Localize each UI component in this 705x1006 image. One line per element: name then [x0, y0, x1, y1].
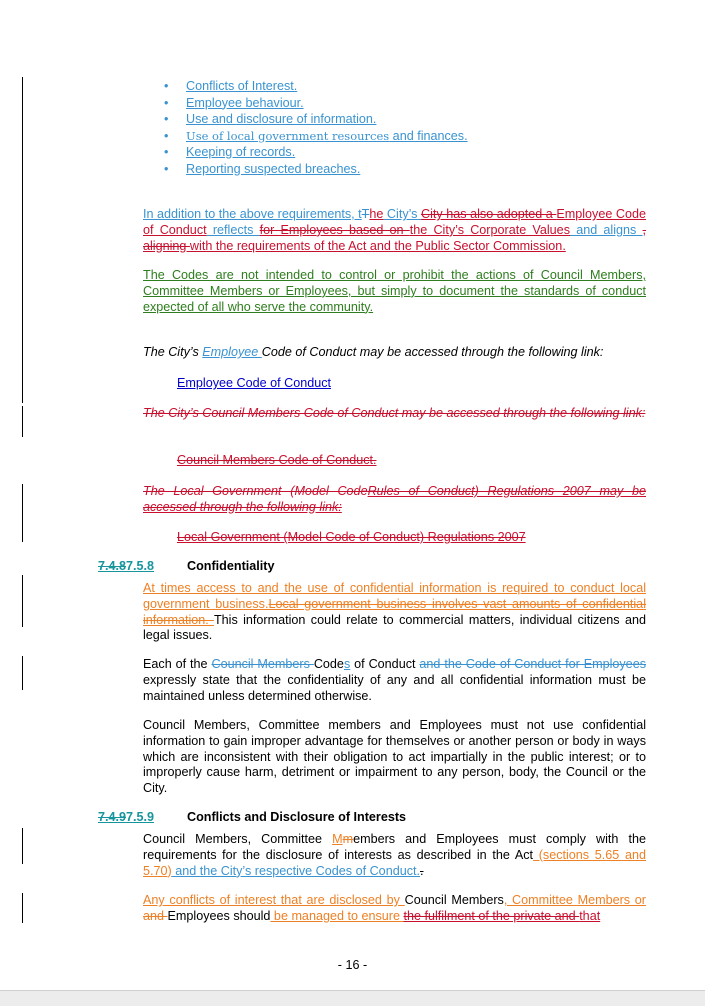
page-number: - 16 -	[337, 958, 368, 972]
section-heading-conflicts: 7.4.97.5.9 Conflicts and Disclosure of Interests	[98, 810, 407, 824]
bullet-icon: •	[164, 128, 169, 143]
paragraph-confidential-info: At times access to and the use of confidential information is required to conduct local government business.Local government business involves vast amounts of confidential information. This information could relate to commercial matters, individual citizens and legal issues.	[143, 581, 646, 643]
list-item: • Keeping of records.	[164, 145, 296, 159]
bullet-icon: •	[164, 95, 169, 110]
paragraph-regulations: The Local Government (Model CodeRules of Conduct) Regulations 2007 may be accessed through the following link:	[143, 484, 647, 514]
employee-code-link[interactable]: Employee Code of Conduct	[177, 376, 332, 390]
regulations-link[interactable]: Local Government (Model Code of Conduct) Regulations 2007	[177, 530, 526, 544]
paragraph-improper-use: Council Members, Committee members and Employees must not use confidential information to gain improper advantage for themselves or another person or body in ways which are inconsistent with their obligation to act impartially in the public interest; or to improperly cause harm, detriment or impairment to any person, body, the Council or the City.	[143, 718, 646, 796]
paragraph-conflicts-managed: Any conflicts of interest that are disclosed by Council Members, Committee Members or and Employees should be managed to ensure the fulfilment of the private and that	[143, 893, 647, 923]
page-bottom-edge	[0, 990, 705, 1006]
change-bar	[22, 484, 23, 542]
bullet-icon: •	[164, 145, 169, 159]
bullet-icon: •	[164, 161, 169, 176]
change-bar	[22, 828, 23, 864]
section-number: 7.4.97.5.9	[98, 810, 155, 824]
bullet-icon: •	[164, 79, 169, 93]
paragraph-disclosure: Council Members, Committee Mmembers and Employees must comply with the requirements for the disclosure of interests as described in the Act (sections 5.65 and 5.70) and the City’s respective Codes of Conduct..	[143, 832, 646, 878]
paragraph-codes-confidentiality: Each of the Council Members Codes of Conduct and the Code of Conduct for Employees expressly state that the confidentiality of any and all confidential information must be maintained unless determined otherwise.	[143, 657, 646, 703]
paragraph-codes: The Codes are not intended to control or prohibit the actions of Council Members, Committee Members or Employees, but simply to document the standards of conduct expected of all who serve the community.	[143, 268, 646, 314]
paragraph-employee-code: The City’s Employee Code of Conduct may be accessed through the following link:	[143, 345, 604, 359]
change-bar	[22, 575, 23, 627]
change-bar	[22, 893, 23, 923]
change-bar	[22, 77, 23, 403]
bullet-list	[164, 79, 468, 178]
bullet-icon: •	[164, 112, 169, 126]
list-item: • Conflicts of Interest.	[164, 79, 298, 93]
list-item: • Reporting suspected breaches.	[164, 161, 361, 176]
change-bar	[22, 406, 23, 437]
council-code-line: Council Members Code of Conduct.	[177, 453, 377, 467]
list-item: • Use of local government resources and finances.	[164, 128, 468, 143]
list-item: • Employee behaviour.	[164, 95, 304, 110]
change-bar	[22, 656, 23, 690]
paragraph-requirements: In addition to the above requirements, tThe City’s City has also adopted a Employee Code of Conduct reflects for Employees based on the City’s Corporate Values and aligns , aligning with the requirements of the Act and the Public Sector Commission.	[143, 207, 647, 253]
council-code-link[interactable]: Council Members Code of Conduct	[177, 453, 373, 467]
section-heading-confidentiality: 7.4.87.5.8 Confidentiality	[98, 559, 275, 573]
list-item: • Use and disclosure of information.	[164, 112, 377, 126]
paragraph-council-code: The City’s Council Members Code of Conduct may be accessed through the following link:	[143, 406, 646, 420]
section-number: 7.4.87.5.8	[98, 559, 155, 573]
